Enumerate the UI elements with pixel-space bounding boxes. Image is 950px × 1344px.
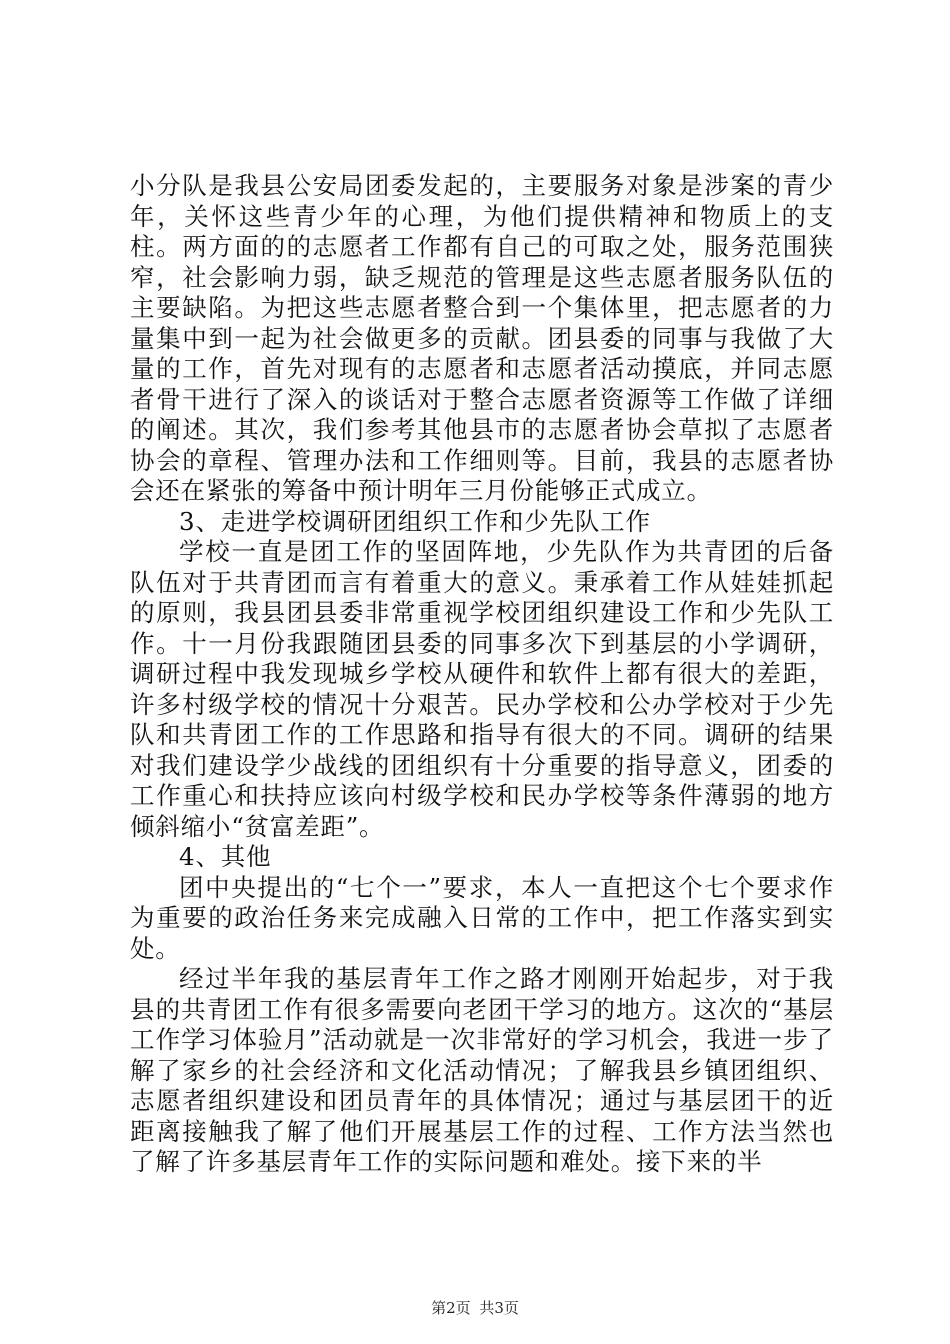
section-heading-school-research: 3、走进学校调研团组织工作和少先队工作 [179,506,651,536]
page-total: 共3页 [479,1299,519,1317]
paragraph-volunteer-team: 小分队是我县公安局团委发起的，主要服务对象是涉案的青少年，关怀这些青少年的心理，为他们提供精神和物质上的支柱。两方面的的志愿者工作都有自己的可取之处，服务范围狭窄，社会影响力弱，缺乏规范的管理是这些志愿者服务队伍的主要缺陷。为把这些志愿者整合到一个集体里，把志愿者的力量集中到一起为社会做更多的贡献。团县委的同事与我做了大量的工作，首先对现有的志愿者和志愿者活动摸底，并同志愿者骨干进行了深入的谈话对于整合志愿者资源等工作做了详细的阐述。其次，我们参考其他县市的志愿者协会草拟了志愿者协会的章程、管理办法和工作细则等。目前，我县的志愿者协会还在紧张的筹备中预计明年三月份能够正式成立。 [130,171,834,505]
page-footer [0,1297,950,1318]
section-heading-other: 4、其他 [179,842,272,871]
document-body [130,171,834,1178]
paragraph-school-research: 学校一直是团工作的坚固阵地，少先队作为共青团的后备队伍对于共青团而言有着重大的意义。秉承着工作从娃娃抓起的原则，我县团县委非常重视学校团组织建设工作和少先队工作。十一月份我跟随团县委的同事多次下到基层的小学调研，调研过程中我发现城乡学校从硬件和软件上都有很大的差距，许多村级学校的情况十分艰苦。民办学校和公办学校对于少先队和共青团工作的工作思路和指导有很大的不同。调研的结果对我们建设学少战线的团组织有十分重要的指导意义，团委的工作重心和扶持应该向村级学校和民办学校等条件薄弱的地方倾斜缩小“贫富差距”。 [130,537,834,841]
page-number: 第2页 [431,1299,471,1317]
paragraph-summary: 经过半年我的基层青年工作之路才刚刚开始起步，对于我县的共青团工作有很多需要向老团干学习的地方。这次的“基层工作学习体验月”活动就是一次非常好的学习机会，我进一步了解了家乡的社会经济和文化活动情况；了解我县乡镇团组织、志愿者组织建设和团员青年的具体情况；通过与基层团干的近距离接触我了解了他们开展基层工作的过程、工作方法当然也了解了许多基层青年工作的实际问题和难处。接下来的半 [130,964,835,1176]
paragraph-seven-requirements: 团中央提出的“七个一”要求，本人一直把这个七个要求作为重要的政治任务来完成融入日常的工作中，把工作落实到实处。 [130,872,834,963]
